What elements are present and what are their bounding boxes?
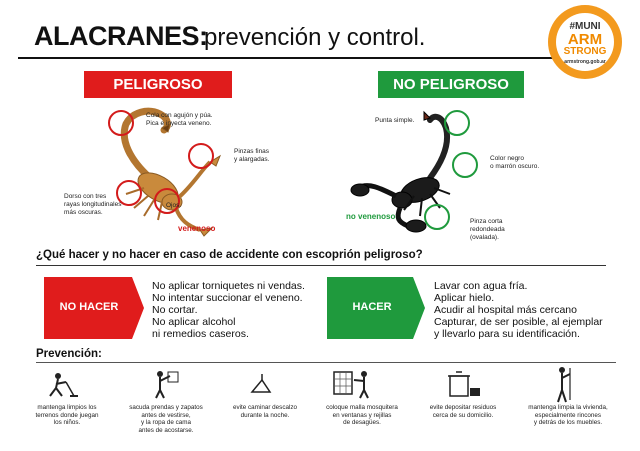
- section-question: ¿Qué hacer y no hacer en caso de accidente con escoprión peligroso?: [36, 249, 423, 261]
- prevention-caption: coloque malla mosquitera en ventanas y rejillas de desagües.: [326, 404, 398, 427]
- prevention-caption: evite caminar descalzo durante la noche.: [232, 404, 298, 419]
- do-item: y llevarlo para su identificación.: [434, 328, 580, 340]
- shaking-clothes-icon: [146, 368, 182, 400]
- tail-highlight-circle: [108, 110, 134, 136]
- not-venomous-label: no venenoso: [346, 212, 396, 221]
- note-tail: Cola con agujón y púa. Pica e inyecta veneno.: [146, 112, 213, 127]
- dont-item: No cortar.: [152, 304, 198, 316]
- logo-text-arm: ARM: [567, 31, 603, 48]
- harmless-badge: NO PELIGROSO: [378, 71, 524, 98]
- tip-highlight-circle: [444, 110, 470, 136]
- do-item: Acudir al hospital más cercano: [434, 304, 577, 316]
- logo-text-strong: STRONG: [563, 46, 607, 57]
- house-cleaning-icon: [552, 364, 578, 404]
- barefoot-icon: [248, 372, 278, 396]
- do-item: Lavar con agua fría.: [434, 280, 528, 292]
- note-harmless-pincer: Pinza corta redondeada (ovalada).: [470, 218, 505, 241]
- do-item: Aplicar hielo.: [434, 292, 495, 304]
- pincers-highlight-circle: [188, 143, 214, 169]
- prevention-caption: sacuda prendas y zapatos antes de vestirse, y la ropa de cama antes de acostarse.: [129, 404, 203, 434]
- do-list: [434, 280, 603, 340]
- venomous-label: venenoso: [178, 224, 216, 233]
- mosquito-net-icon: [332, 366, 376, 400]
- color-highlight-circle: [452, 152, 478, 178]
- dont-item: No aplicar torniquetes ni vendas.: [152, 280, 305, 292]
- dont-item: No intentar succionar el veneno.: [152, 292, 303, 304]
- prevention-caption: mantenga limpios los terrenos donde juegan los niños.: [35, 404, 99, 427]
- logo-text-url: armstrong.gob.ar: [564, 59, 606, 65]
- harmless-pincer-highlight-circle: [424, 204, 450, 230]
- cleaning-icon: [44, 370, 80, 398]
- dont-label: NO HACER: [59, 301, 119, 313]
- waste-icon: [446, 366, 482, 400]
- logo-text-hashtag: #MUNI: [569, 21, 601, 32]
- do-label: HACER: [352, 301, 392, 313]
- eyes-highlight-circle: [154, 188, 180, 214]
- title-divider: [18, 57, 558, 59]
- dangerous-badge: PELIGROSO: [84, 71, 232, 98]
- note-tip: Punta simple.: [375, 117, 415, 124]
- do-item: Capturar, de ser posible, al ejemplar: [434, 316, 603, 328]
- note-eyes: Ojos.: [166, 202, 182, 209]
- prevention-title: Prevención:: [36, 348, 102, 360]
- prevention-divider: [36, 362, 616, 363]
- page-title: ALACRANES:: [34, 21, 208, 51]
- note-pincers: Pinzas finas y alargadas.: [234, 148, 270, 163]
- note-back: Dorso con tres rayas longitudinales más oscuras.: [64, 193, 122, 216]
- dont-item: ni remedios caseros.: [152, 328, 249, 340]
- prevention-caption: evite depositar residuos cerca de su domicilio.: [429, 404, 497, 419]
- dont-item: No aplicar alcohol: [152, 316, 236, 328]
- prevention-caption: mantenga limpia la vivienda, especialmente rincones y detrás de los muebles.: [528, 404, 608, 427]
- page-subtitle: prevención y control.: [204, 24, 426, 51]
- dont-list: [152, 280, 305, 340]
- question-divider: [36, 265, 606, 266]
- note-color: Color negro o marrón oscuro.: [490, 155, 540, 170]
